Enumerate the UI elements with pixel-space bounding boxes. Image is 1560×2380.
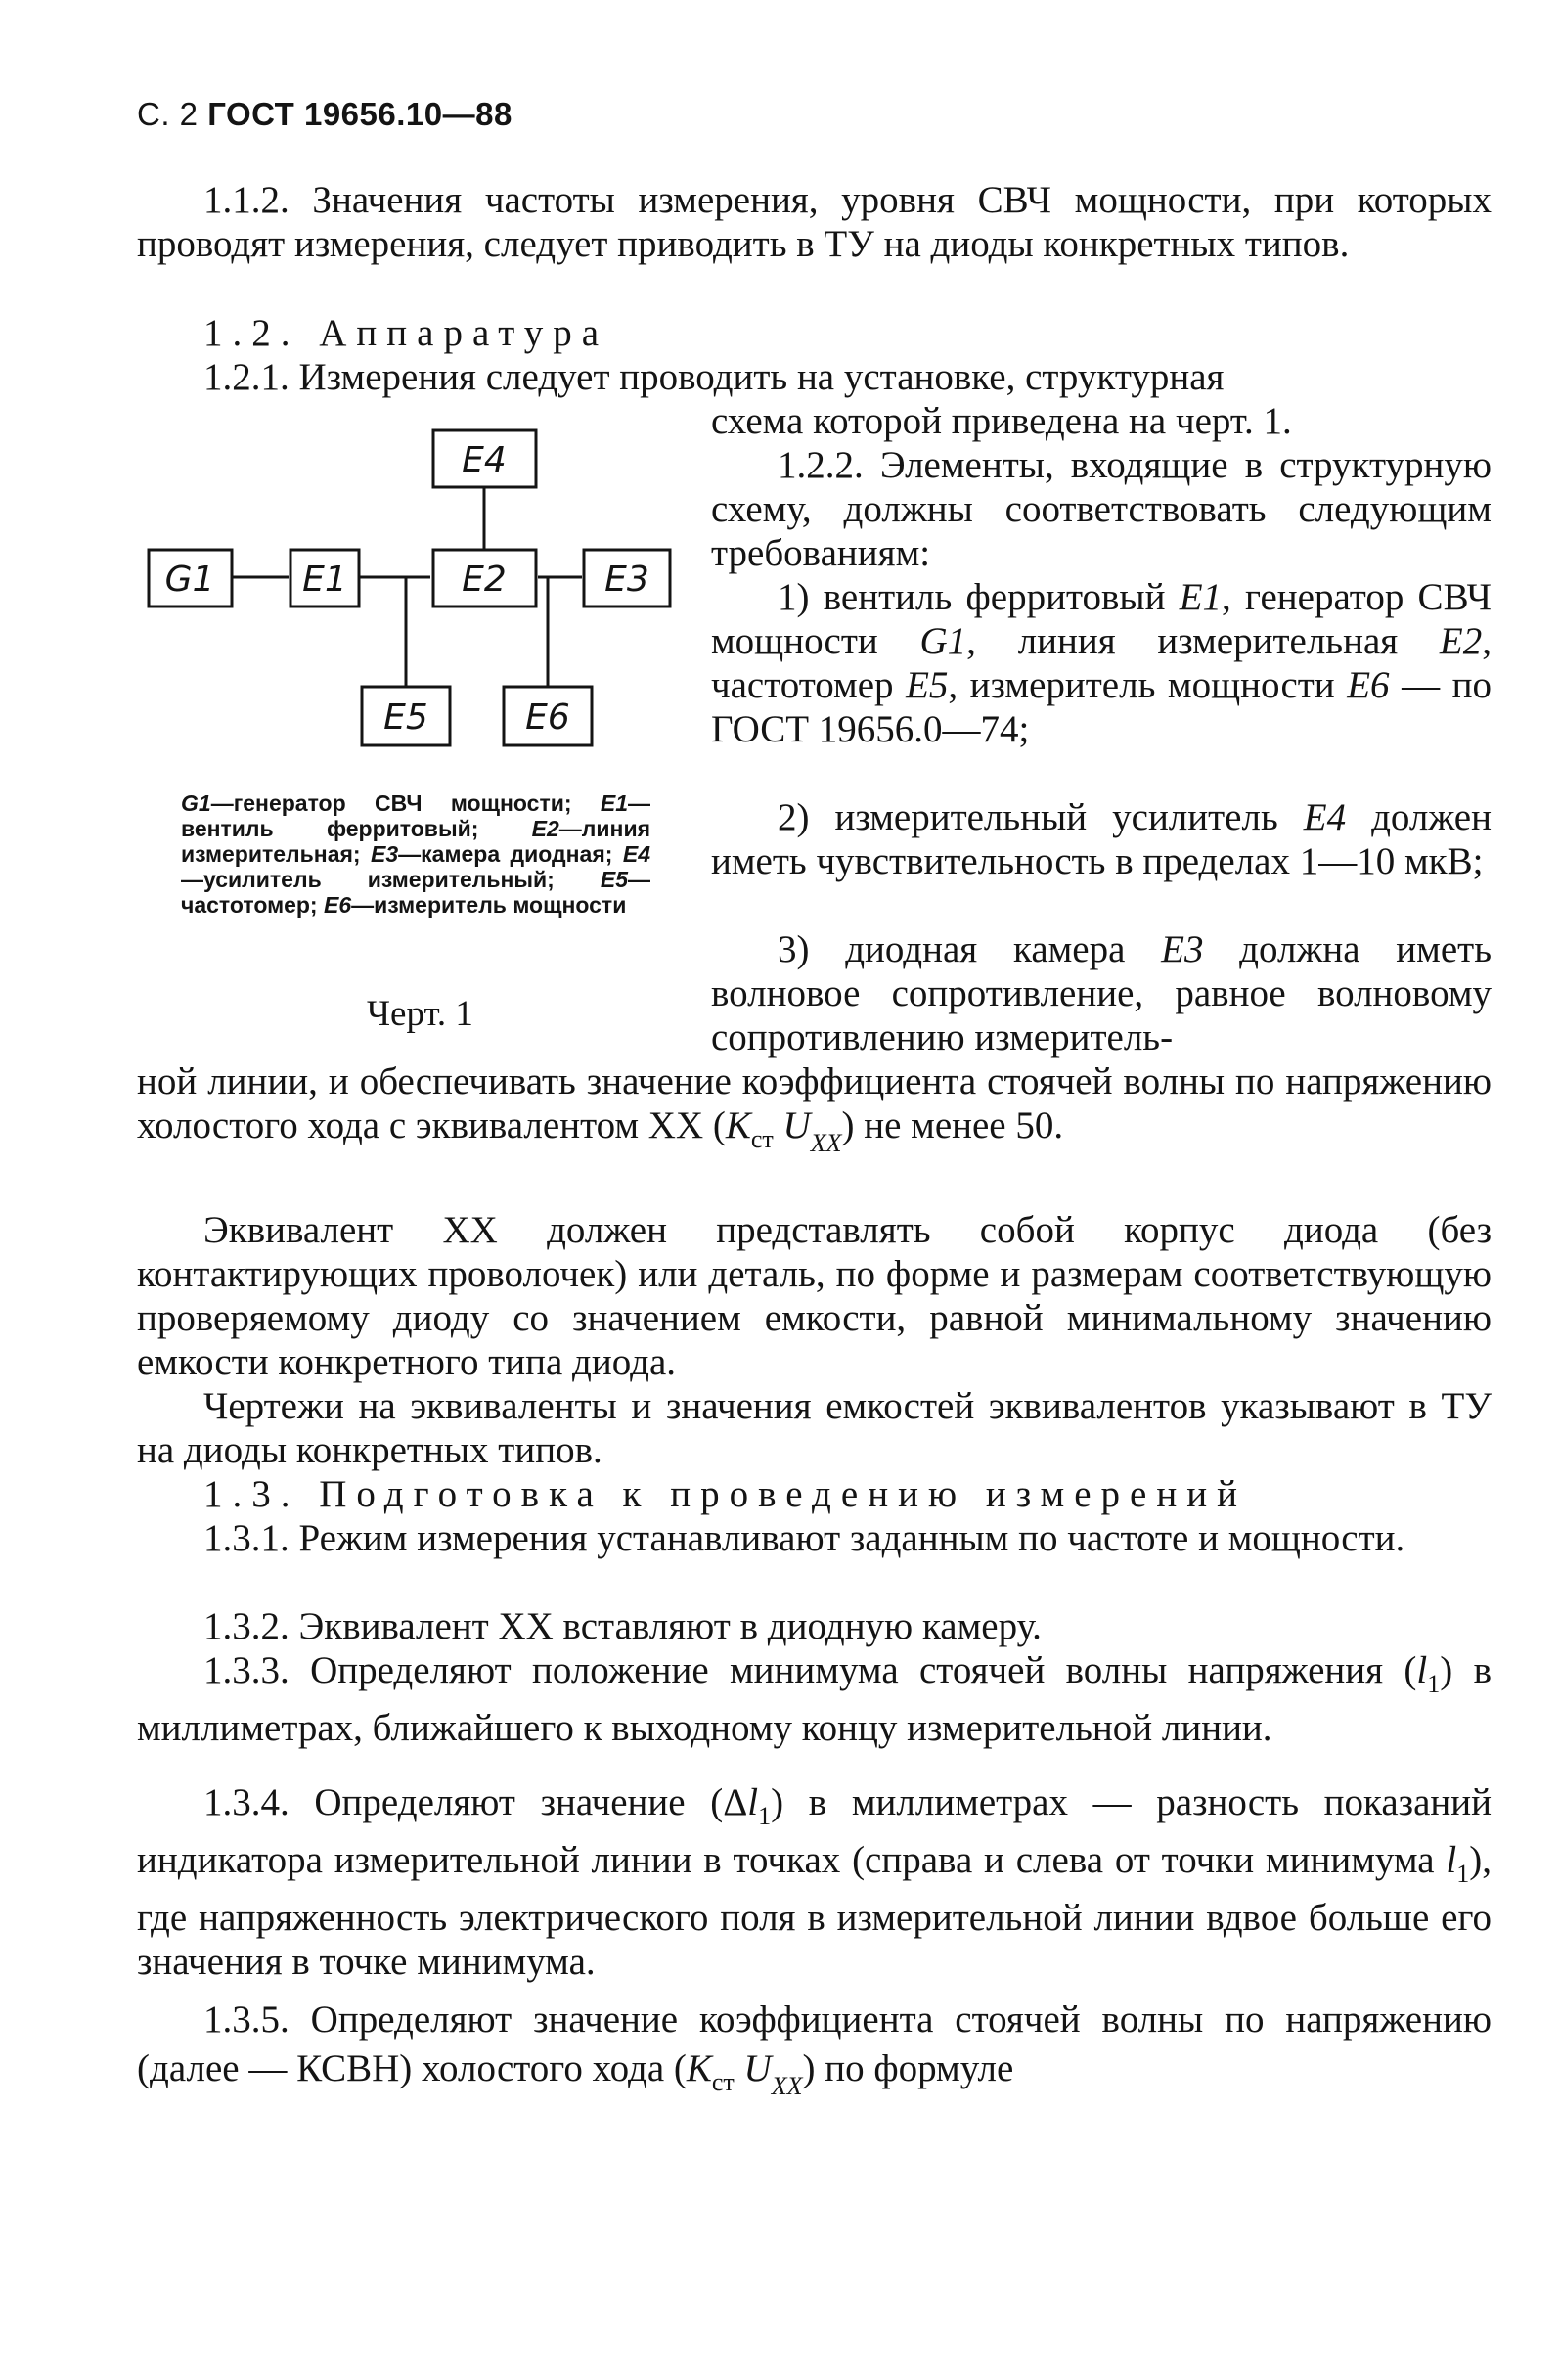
label-e3: E3 <box>604 560 649 600</box>
label-e2: E2 <box>462 560 507 600</box>
label-e1: E1 <box>302 560 347 600</box>
paragraph-1-3-3: 1.3.3. Определяют положение минимума стоячей волны напряжения $(l_1)$ в миллиметрах, ближайшего к выходному концу измерительной линии. <box>137 1649 1492 1749</box>
page-header <box>137 96 513 133</box>
paragraph-1-3-4: 1.3.4. Определяют значение $(\Delta l_1)$ в миллиметрах — разность показаний индикатора измерительной линии в точках (справа и слева от точки минимума $l_1$), где напряженность электрического поля в измерительной линии вдвое больше его значения в точке минимума. <box>137 1781 1492 1983</box>
list-item-3-b: ной линии, и обеспечивать значение коэффициента стоячей волны по напряжению холостого хода с эквивалентом XX ($K_{ст}$ $U_{XX}$) не менее 50. <box>137 1060 1492 1157</box>
paragraph-1-3-5: 1.3.5. Определяют значение коэффициента стоячей волны по напряжению (далее — КСВН) холостого хода ($K_{ст}$ $U_{XX}$) по формуле <box>137 1998 1492 2100</box>
diagram-svg <box>137 421 685 812</box>
block-diagram <box>137 421 685 812</box>
list-item-1: 1) вентиль ферритовый E1, генератор СВЧ мощности G1, линия измерительная E2, частотомер E5, измеритель мощности E6 — по ГОСТ 19656.0—74; <box>711 576 1492 750</box>
page-number: С. 2 <box>137 96 199 132</box>
section-heading-1-2: 1.2. Аппаратура <box>203 312 609 354</box>
label-e5: E5 <box>383 697 428 738</box>
label-e6: E6 <box>525 697 570 738</box>
list-item-3-a: 3) диодная камера E3 должна иметь волновое сопротивление, равное волновому сопротивлению измеритель- <box>711 928 1492 1058</box>
paragraph-1-2-2: 1.2.2. Элементы, входящие в структурную схему, должны соответствовать следующим требованиям: <box>711 444 1492 574</box>
paragraph-equivalent: Эквивалент XX должен представлять собой корпус диода (без контактирующих проволочек) или деталь, по форме и размерам соответствующую проверяемому диоду со значением емкости, равной минимальному значению емкости конкретного типа диода. <box>137 1209 1492 1383</box>
paragraph-1-1-2: 1.1.2. Значения частоты измерения, уровня СВЧ мощности, при которых проводят измерения, следует приводить в ТУ на диоды конкретных типов. <box>137 179 1492 265</box>
paragraph-1-2-1-b: схема которой приведена на черт. 1. <box>711 400 1292 442</box>
paragraph-1-3-2: 1.3.2. Эквивалент XX вставляют в диодную камеру. <box>203 1605 1042 1647</box>
label-e4: E4 <box>462 440 507 480</box>
standard-number: ГОСТ 19656.10—88 <box>207 96 513 132</box>
section-heading-1-3: 1.3. Подготовка к проведению измерений <box>203 1473 1247 1515</box>
paragraph-1-2-1-a: 1.2.1. Измерения следует проводить на установке, структурная <box>203 356 1225 398</box>
paragraph-1-3-1: 1.3.1. Режим измерения устанавливают заданным по частоте и мощности. <box>203 1517 1405 1559</box>
list-item-2: 2) измерительный усилитель E4 должен иметь чувствительность в пределах 1—10 мкВ; <box>711 796 1492 882</box>
paragraph-drawings: Чертежи на эквиваленты и значения емкостей эквивалентов указывают в ТУ на диоды конкретных типов. <box>137 1385 1492 1471</box>
figure-label: Черт. 1 <box>367 994 473 1034</box>
diagram-caption: G1—генератор СВЧ мощности; E1—вентиль ферритовый; E2—линия измерительная; E3—камера диодная; E4—усилитель измерительный; E5—частотомер; E6—измеритель мощности <box>181 790 650 918</box>
label-g1: G1 <box>164 560 215 600</box>
